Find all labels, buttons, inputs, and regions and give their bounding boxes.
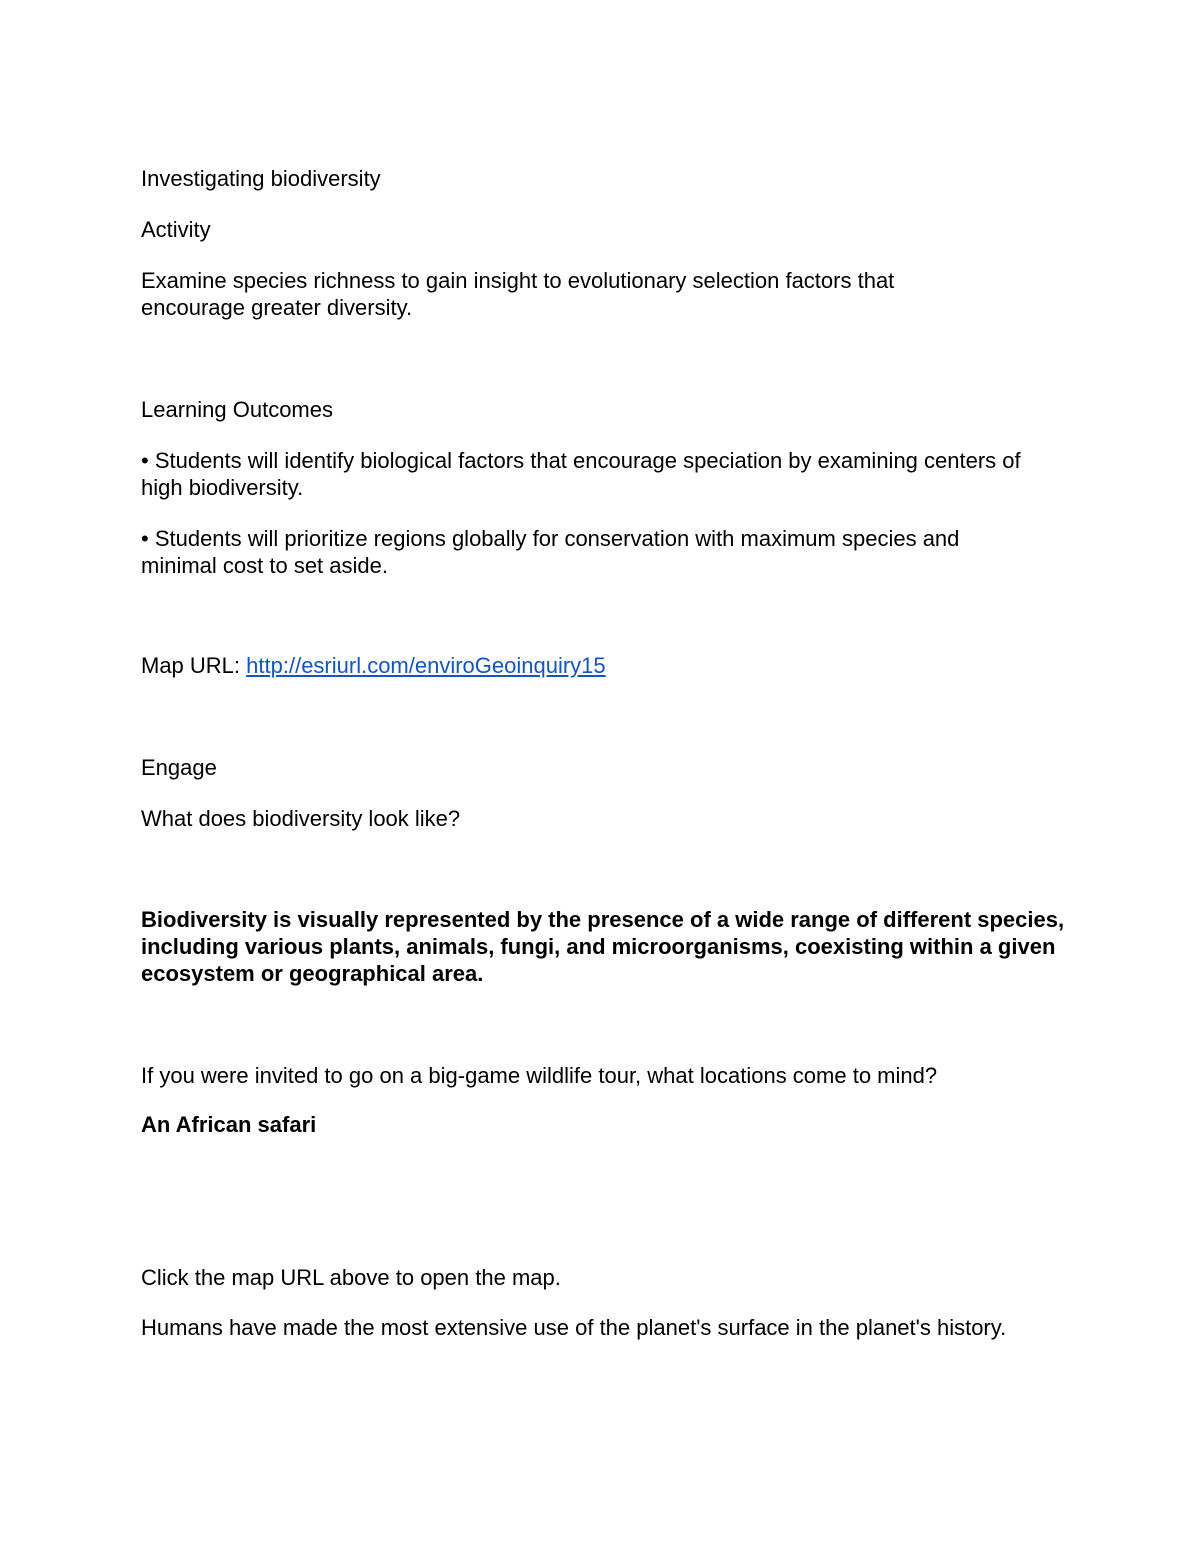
humans-statement: Humans have made the most extensive use of the planet's surface in the planet's history. [141,1315,1007,1340]
engage-question-2: If you were invited to go on a big-game wildlife tour, what locations come to mind? [141,1063,938,1088]
learning-outcomes-heading: Learning Outcomes [141,397,333,422]
activity-description: Examine species richness to gain insight to evolutionary selection factors that encourage greater diversity. [141,268,895,320]
engage-heading: Engage [141,755,217,780]
map-instruction: Click the map URL above to open the map. [141,1265,561,1290]
map-url-label: Map URL: [141,653,247,678]
map-url-link[interactable]: http://esriurl.com/enviroGeoinquiry15 [246,653,606,678]
learning-outcome-2: • Students will prioritize regions globally for conservation with maximum species and minimal cost to set aside. [141,526,960,578]
map-url-line [141,652,1071,679]
engage-question-1: What does biodiversity look like? [141,806,461,831]
learning-outcome-1: • Students will identify biological factors that encourage speciation by examining centers of high biodiversity. [141,448,1021,500]
activity-heading: Activity [141,217,211,242]
document-title: Investigating biodiversity [141,166,381,191]
engage-answer-1: Biodiversity is visually represented by the presence of a wide range of different species, including various plants, animals, fungi, and microorganisms, coexisting within a given ecosystem or geographical area. [141,907,1065,986]
engage-answer-2: An African safari [141,1112,317,1137]
